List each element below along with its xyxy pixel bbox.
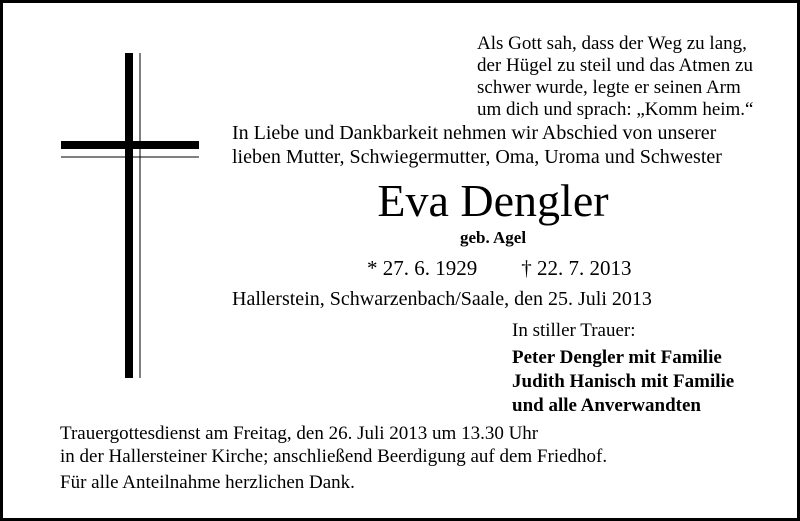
life-dates — [367, 256, 632, 281]
mourner-item: und alle Anverwandten — [512, 395, 701, 416]
latin-cross-icon — [61, 53, 203, 378]
poem — [477, 33, 787, 121]
mourners-list — [512, 346, 734, 418]
poem-line: schwer wurde, legte er seinen Arm — [477, 77, 741, 98]
service-line: Trauergottesdienst am Freitag, den 26. Juli 2013 um 13.30 Uhr — [60, 423, 539, 444]
intro-text — [232, 121, 722, 169]
poem-line: um dich und sprach: „Komm heim.“ — [477, 99, 754, 120]
intro-line: lieben Mutter, Schwiegermutter, Oma, Uroma und Schwester — [232, 146, 722, 168]
mourner-item: Peter Dengler mit Familie — [512, 347, 722, 368]
intro-line: In Liebe und Dankbarkeit nehmen wir Abschied von unserer — [232, 122, 717, 144]
service-info — [60, 422, 607, 468]
poem-line: Als Gott sah, dass der Weg zu lang, — [477, 33, 747, 54]
thanks-text: Für alle Anteilnahme herzlichen Dank. — [60, 472, 355, 493]
maiden-name: geb. Agel — [459, 228, 527, 247]
death-date: † 22. 7. 2013 — [521, 256, 632, 280]
service-line: in der Hallersteiner Kirche; anschließend Beerdigung auf dem Friedhof. — [60, 446, 608, 467]
mourning-label: In stiller Trauer: — [512, 320, 636, 341]
mourner-item: Judith Hanisch mit Familie — [512, 371, 735, 392]
place-date: Hallerstein, Schwarzenbach/Saale, den 25. Juli 2013 — [232, 288, 652, 310]
poem-line: der Hügel zu steil und das Atmen zu — [477, 55, 753, 76]
deceased-name: Eva Dengler — [377, 175, 609, 226]
birth-date: * 27. 6. 1929 — [367, 256, 478, 280]
